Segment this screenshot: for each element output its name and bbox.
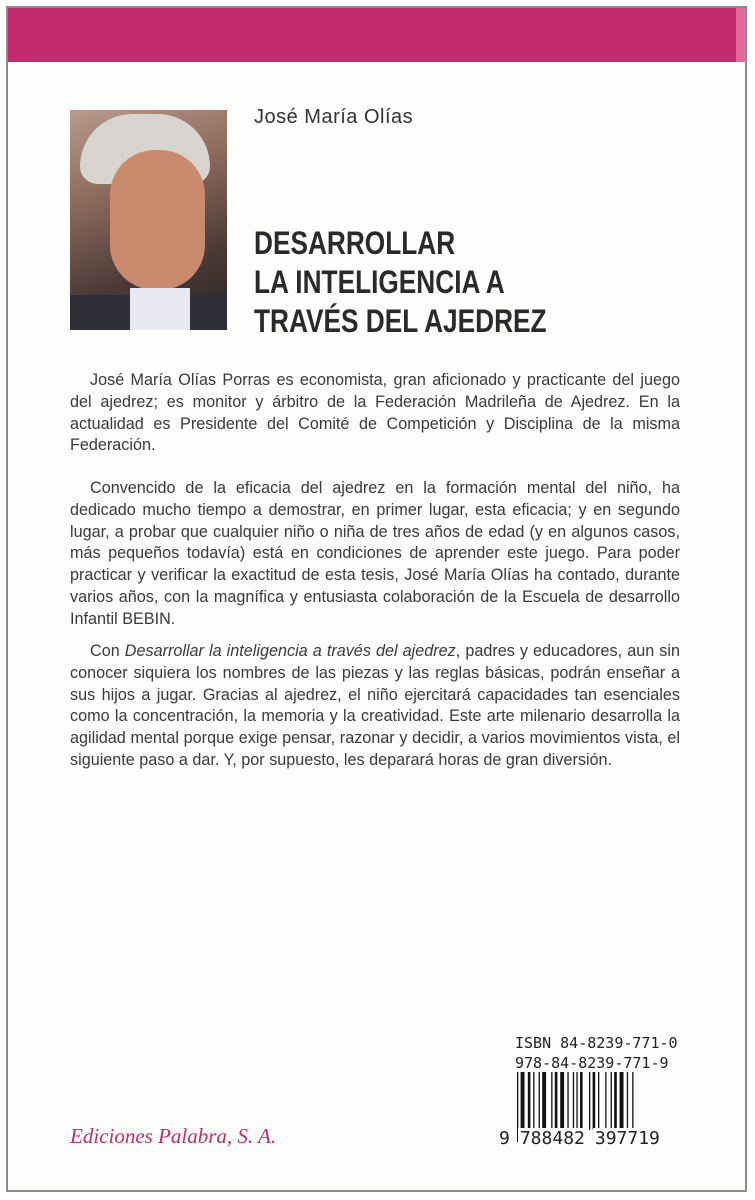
barcode-digits: 9 788482 397719 (499, 1128, 660, 1149)
description-paragraph: Con Desarrollar la inteligencia a través del ajedrez, padres y educadores, aun sin conocer siquiera los nombres de las piezas y las reglas básicas, podrán enseñar a sus hijos a jugar. Gracias al ajedrez, el niño ejercitará capacidades tan esenciales como la concentración, la memoria y la creatividad. Este arte milenario desarrolla la agilidad mental porque exige pensar, razonar y decidir, a varios movimientos vista, el siguiente paso a dar. Y, por supuesto, les deparará horas de gran diversión. (70, 642, 680, 769)
author-bio: José María Olías Porras es economista, gran aficionado y practicante del juego del ajedrez; es monitor y árbitro de la Federación Madrileña de Ajedrez. En la actualidad es Presidente del Comité de Competición y Disciplina de la misma Federación. (70, 371, 680, 455)
publisher-name: Ediciones Palabra, S. A. (70, 1124, 277, 1148)
barcode-bar (620, 1072, 624, 1130)
author-name: José María Olías (254, 106, 414, 128)
book-title (254, 224, 547, 341)
barcode-bar (611, 1072, 612, 1130)
barcode-bar (567, 1072, 568, 1130)
barcode-bar (542, 1072, 546, 1130)
barcode-bar (555, 1072, 558, 1130)
barcode-bar (573, 1072, 574, 1130)
author-photo (70, 110, 227, 330)
barcode-bar (551, 1072, 552, 1130)
barcode-bar (539, 1072, 540, 1130)
barcode-bar (614, 1072, 617, 1130)
isbn-10: ISBN 84-8239-771-0 (515, 1034, 678, 1052)
title-line: DESARROLLAR (254, 225, 456, 261)
isbn-13: 978-84-8239-771-9 (515, 1054, 669, 1072)
top-color-band (8, 8, 736, 62)
barcode-bar (528, 1072, 531, 1130)
description-paragraph: Convencido de la eficacia del ajedrez en la formación mental del niño, ha dedicado mucho tiempo a demostrar, en primer lugar, esta eficacia; y en segundo lugar, a probar que cualquier niño o niña de tres años de edad (y en algunos casos, más pequeños todavía) está en condiciones de aprender este juego. Para poder practicar y verificar la exactitud de esta tesis, José María Olías ha contado, durante varios años, con la magnífica y entusiasta colaboración de la Escuela de desarrollo Infantil BEBIN. (70, 479, 680, 628)
isbn-block (515, 1033, 678, 1073)
barcode-bar (533, 1072, 534, 1130)
spine-edge (736, 8, 746, 62)
title-line: LA INTELIGENCIA A (254, 264, 505, 300)
barcode-bar (593, 1072, 596, 1130)
barcode-bar (560, 1072, 564, 1130)
barcode-bar (589, 1072, 590, 1130)
title-line: TRAVÉS DEL AJEDREZ (254, 303, 547, 339)
barcode-bar (605, 1072, 606, 1130)
barcode-bar (598, 1072, 599, 1130)
